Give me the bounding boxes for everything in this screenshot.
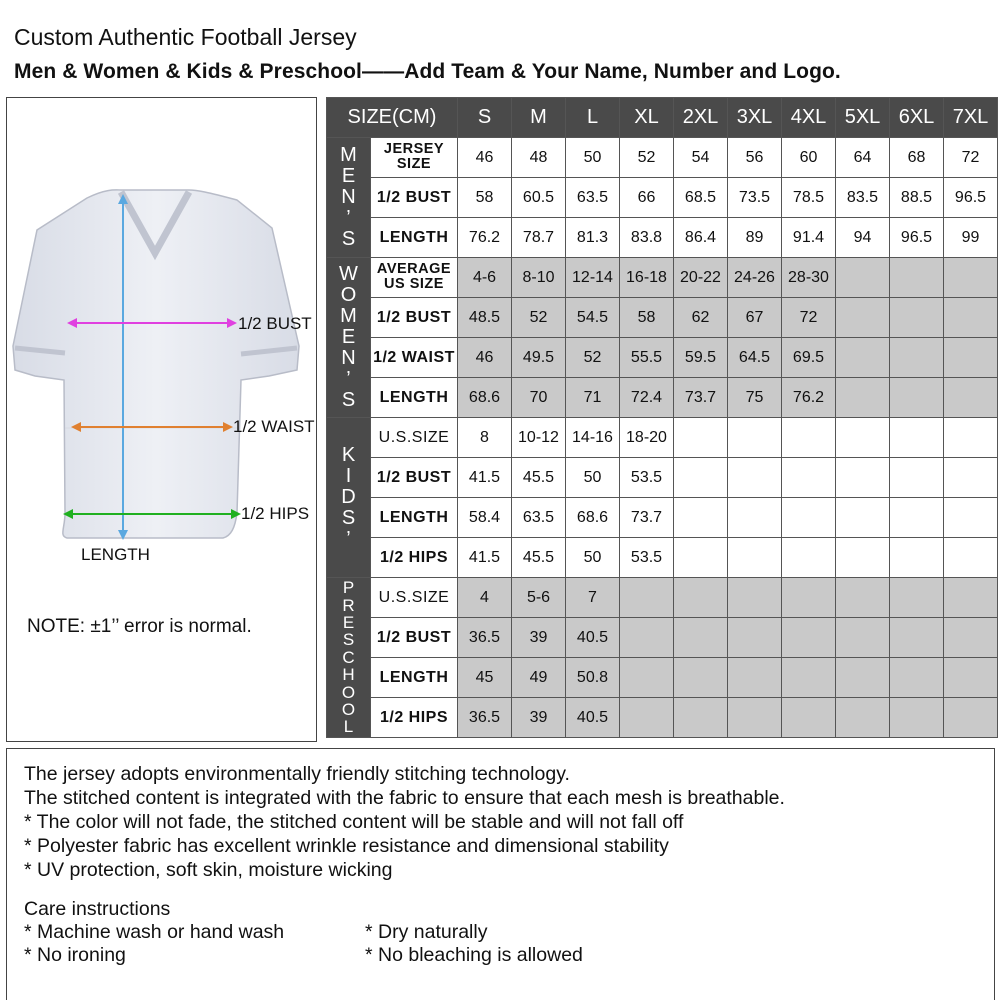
size-value-cell [944,698,998,738]
size-value-cell: 52 [566,338,620,378]
size-value-cell: 96.5 [890,218,944,258]
size-value-cell: 5-6 [512,578,566,618]
size-value-cell [890,298,944,338]
row-label [371,258,458,298]
size-value-cell [890,338,944,378]
group-label-text: W O M E N ’ S [339,263,358,411]
group-label [327,578,371,738]
size-value-cell [728,578,782,618]
size-value-cell [782,538,836,578]
size-value-cell: 83.5 [836,178,890,218]
size-value-cell [944,618,998,658]
size-value-cell: 24-26 [728,258,782,298]
size-value-cell [836,658,890,698]
size-value-cell [728,698,782,738]
size-value-cell [836,578,890,618]
size-value-cell [728,458,782,498]
size-value-cell: 64 [836,138,890,178]
size-value-cell [782,498,836,538]
size-value-cell [944,578,998,618]
table-row [327,218,998,258]
size-value-cell [728,418,782,458]
row-label [371,418,458,458]
size-header-4xl: 4XL [782,98,836,138]
row-label [371,178,458,218]
size-value-cell: 50 [566,538,620,578]
size-value-cell: 73.5 [728,178,782,218]
size-value-cell: 58.4 [458,498,512,538]
size-value-cell [890,698,944,738]
size-value-cell [890,538,944,578]
row-label-text: LENGTH [379,228,449,246]
size-value-cell [890,418,944,458]
table-row [327,418,998,458]
size-value-cell: 76.2 [458,218,512,258]
size-value-cell: 20-22 [674,258,728,298]
size-value-cell: 73.7 [620,498,674,538]
care-item: * Dry naturally [365,921,488,943]
size-value-cell: 81.3 [566,218,620,258]
row-label-text: JERSEY SIZE [383,141,445,172]
size-value-cell: 46 [458,338,512,378]
size-value-cell [890,378,944,418]
size-value-cell: 39 [512,618,566,658]
size-value-cell: 41.5 [458,538,512,578]
size-chart-table [326,97,998,738]
page-subtitle: Men & Women & Kids & Preschool——Add Team & Your Name, Number and Logo. [14,60,841,83]
row-label [371,618,458,658]
size-value-cell [944,338,998,378]
description-line: The stitched content is integrated with the fabric to ensure that each mesh is breathable. [24,787,785,809]
description-line: The jersey adopts environmentally friendly stitching technology. [24,763,570,785]
size-value-cell [890,258,944,298]
hips-label: 1/2 HIPS [241,504,310,523]
size-value-cell: 45.5 [512,458,566,498]
size-value-cell: 63.5 [566,178,620,218]
row-label [371,378,458,418]
size-value-cell: 8-10 [512,258,566,298]
size-value-cell [944,658,998,698]
size-value-cell [836,538,890,578]
size-value-cell [944,538,998,578]
size-value-cell: 86.4 [674,218,728,258]
product-description [6,748,995,1000]
table-row [327,658,998,698]
size-header-s: S [458,98,512,138]
size-value-cell: 68 [890,138,944,178]
row-label [371,298,458,338]
size-value-cell: 52 [512,298,566,338]
size-value-cell: 78.7 [512,218,566,258]
size-value-cell: 50 [566,138,620,178]
group-label [327,258,371,418]
size-value-cell: 48 [512,138,566,178]
size-value-cell: 64.5 [728,338,782,378]
size-corner-header: SIZE(CM) [327,98,458,138]
size-value-cell [620,618,674,658]
size-header-6xl: 6XL [890,98,944,138]
size-value-cell: 14-16 [566,418,620,458]
row-label-text: LENGTH [379,388,449,406]
size-value-cell: 99 [944,218,998,258]
size-value-cell: 41.5 [458,458,512,498]
size-value-cell [890,618,944,658]
size-value-cell: 48.5 [458,298,512,338]
table-row [327,138,998,178]
table-row [327,338,998,378]
jersey-shape [13,190,299,538]
description-line: * UV protection, soft skin, moisture wicking [24,859,393,881]
size-value-cell: 7 [566,578,620,618]
size-value-cell: 96.5 [944,178,998,218]
row-label [371,658,458,698]
size-value-cell [782,418,836,458]
size-value-cell [620,578,674,618]
size-value-cell: 68.5 [674,178,728,218]
size-header-xl: XL [620,98,674,138]
size-value-cell [782,578,836,618]
size-header-3xl: 3XL [728,98,782,138]
size-value-cell: 39 [512,698,566,738]
group-label-text: M E N ’ S [340,144,357,250]
row-label [371,698,458,738]
size-value-cell: 28-30 [782,258,836,298]
size-value-cell [728,498,782,538]
row-label-text: LENGTH [379,668,449,686]
measurement-diagram-panel [6,97,317,742]
size-header-7xl: 7XL [944,98,998,138]
size-value-cell [836,338,890,378]
size-value-cell [674,578,728,618]
size-value-cell [674,418,728,458]
size-value-cell: 18-20 [620,418,674,458]
group-label [327,418,371,578]
size-value-cell: 50 [566,458,620,498]
size-value-cell: 60 [782,138,836,178]
size-header-2xl: 2XL [674,98,728,138]
size-value-cell [782,458,836,498]
table-row [327,378,998,418]
care-item: * No bleaching is allowed [365,944,583,966]
table-row [327,458,998,498]
table-row [327,578,998,618]
size-value-cell [782,658,836,698]
table-row [327,258,998,298]
size-value-cell [674,658,728,698]
size-value-cell [674,538,728,578]
size-value-cell: 94 [836,218,890,258]
size-value-cell: 54.5 [566,298,620,338]
group-label-text: K I D S ’ [341,444,356,550]
size-value-cell: 72.4 [620,378,674,418]
table-row [327,298,998,338]
size-value-cell [944,298,998,338]
row-label [371,538,458,578]
size-value-cell: 73.7 [674,378,728,418]
size-value-cell [620,658,674,698]
size-value-cell [836,378,890,418]
row-label-text: 1/2 BUST [376,188,452,206]
size-value-cell [836,298,890,338]
row-label [371,218,458,258]
size-value-cell: 83.8 [620,218,674,258]
size-value-cell [782,618,836,658]
size-value-cell [620,698,674,738]
size-value-cell [890,658,944,698]
care-item: * Machine wash or hand wash [24,921,285,943]
size-value-cell [944,498,998,538]
size-header-row [327,98,998,138]
size-value-cell: 72 [944,138,998,178]
size-value-cell: 75 [728,378,782,418]
care-title: Care instructions [24,898,171,920]
size-value-cell: 16-18 [620,258,674,298]
row-label [371,498,458,538]
page-title: Custom Authentic Football Jersey [14,24,357,50]
size-value-cell: 4 [458,578,512,618]
group-label-text: P R E S C H O O L [341,578,356,737]
care-item: * No ironing [24,944,126,966]
size-value-cell: 54 [674,138,728,178]
group-label [327,138,371,258]
row-label-text: U.S.SIZE [378,588,450,606]
size-value-cell [782,698,836,738]
size-value-cell: 45.5 [512,538,566,578]
size-value-cell [836,698,890,738]
bust-label: 1/2 BUST [238,314,312,333]
row-label [371,578,458,618]
size-value-cell [890,458,944,498]
size-value-cell: 58 [620,298,674,338]
waist-label: 1/2 WAIST [233,417,315,436]
size-value-cell: 53.5 [620,458,674,498]
size-value-cell: 49.5 [512,338,566,378]
table-row [327,538,998,578]
row-label [371,338,458,378]
size-value-cell: 8 [458,418,512,458]
size-value-cell: 46 [458,138,512,178]
size-value-cell: 66 [620,178,674,218]
size-value-cell: 63.5 [512,498,566,538]
size-value-cell: 68.6 [458,378,512,418]
size-value-cell: 50.8 [566,658,620,698]
length-label: LENGTH [81,545,150,564]
size-value-cell: 78.5 [782,178,836,218]
size-value-cell [944,458,998,498]
size-value-cell [836,458,890,498]
size-value-cell: 36.5 [458,698,512,738]
size-value-cell: 58 [458,178,512,218]
size-value-cell [890,498,944,538]
size-header-5xl: 5XL [836,98,890,138]
size-value-cell [890,578,944,618]
size-header-m: M [512,98,566,138]
table-row [327,498,998,538]
size-value-cell [836,498,890,538]
size-value-cell [674,458,728,498]
size-value-cell [836,618,890,658]
size-value-cell: 40.5 [566,698,620,738]
table-row [327,698,998,738]
row-label-text: 1/2 BUST [376,308,452,326]
error-note: NOTE: ±1’’ error is normal. [27,616,252,637]
row-label-text: 1/2 BUST [376,628,452,646]
description-line: * Polyester fabric has excellent wrinkle resistance and dimensional stability [24,835,669,857]
size-value-cell [674,498,728,538]
size-value-cell: 45 [458,658,512,698]
row-label [371,138,458,178]
row-label [371,458,458,498]
size-value-cell: 40.5 [566,618,620,658]
row-label-text: AVERAGE US SIZE [376,261,452,292]
size-value-cell: 76.2 [782,378,836,418]
row-label-text: U.S.SIZE [378,428,450,446]
size-value-cell: 89 [728,218,782,258]
size-value-cell: 69.5 [782,338,836,378]
size-value-cell: 59.5 [674,338,728,378]
size-value-cell [728,618,782,658]
size-value-cell: 67 [728,298,782,338]
size-value-cell: 72 [782,298,836,338]
size-value-cell [674,698,728,738]
table-row [327,618,998,658]
size-value-cell: 88.5 [890,178,944,218]
size-value-cell: 71 [566,378,620,418]
size-value-cell [944,258,998,298]
size-value-cell: 10-12 [512,418,566,458]
size-value-cell: 70 [512,378,566,418]
size-value-cell [728,538,782,578]
row-label-text: 1/2 BUST [376,468,452,486]
size-value-cell: 52 [620,138,674,178]
size-value-cell: 53.5 [620,538,674,578]
size-value-cell: 91.4 [782,218,836,258]
size-value-cell [674,618,728,658]
row-label-text: 1/2 HIPS [379,708,449,726]
size-value-cell: 60.5 [512,178,566,218]
size-value-cell: 36.5 [458,618,512,658]
size-value-cell [944,418,998,458]
row-label-text: 1/2 WAIST [373,348,455,366]
size-header-l: L [566,98,620,138]
size-value-cell [728,658,782,698]
size-value-cell [836,258,890,298]
size-value-cell: 68.6 [566,498,620,538]
row-label-text: 1/2 HIPS [379,548,449,566]
size-value-cell: 62 [674,298,728,338]
table-row [327,178,998,218]
size-value-cell [836,418,890,458]
size-value-cell [944,378,998,418]
size-value-cell: 49 [512,658,566,698]
size-value-cell: 55.5 [620,338,674,378]
row-label-text: LENGTH [379,508,449,526]
description-line: * The color will not fade, the stitched content will be stable and will not fall off [24,811,684,833]
size-value-cell: 4-6 [458,258,512,298]
size-value-cell: 56 [728,138,782,178]
size-value-cell: 12-14 [566,258,620,298]
